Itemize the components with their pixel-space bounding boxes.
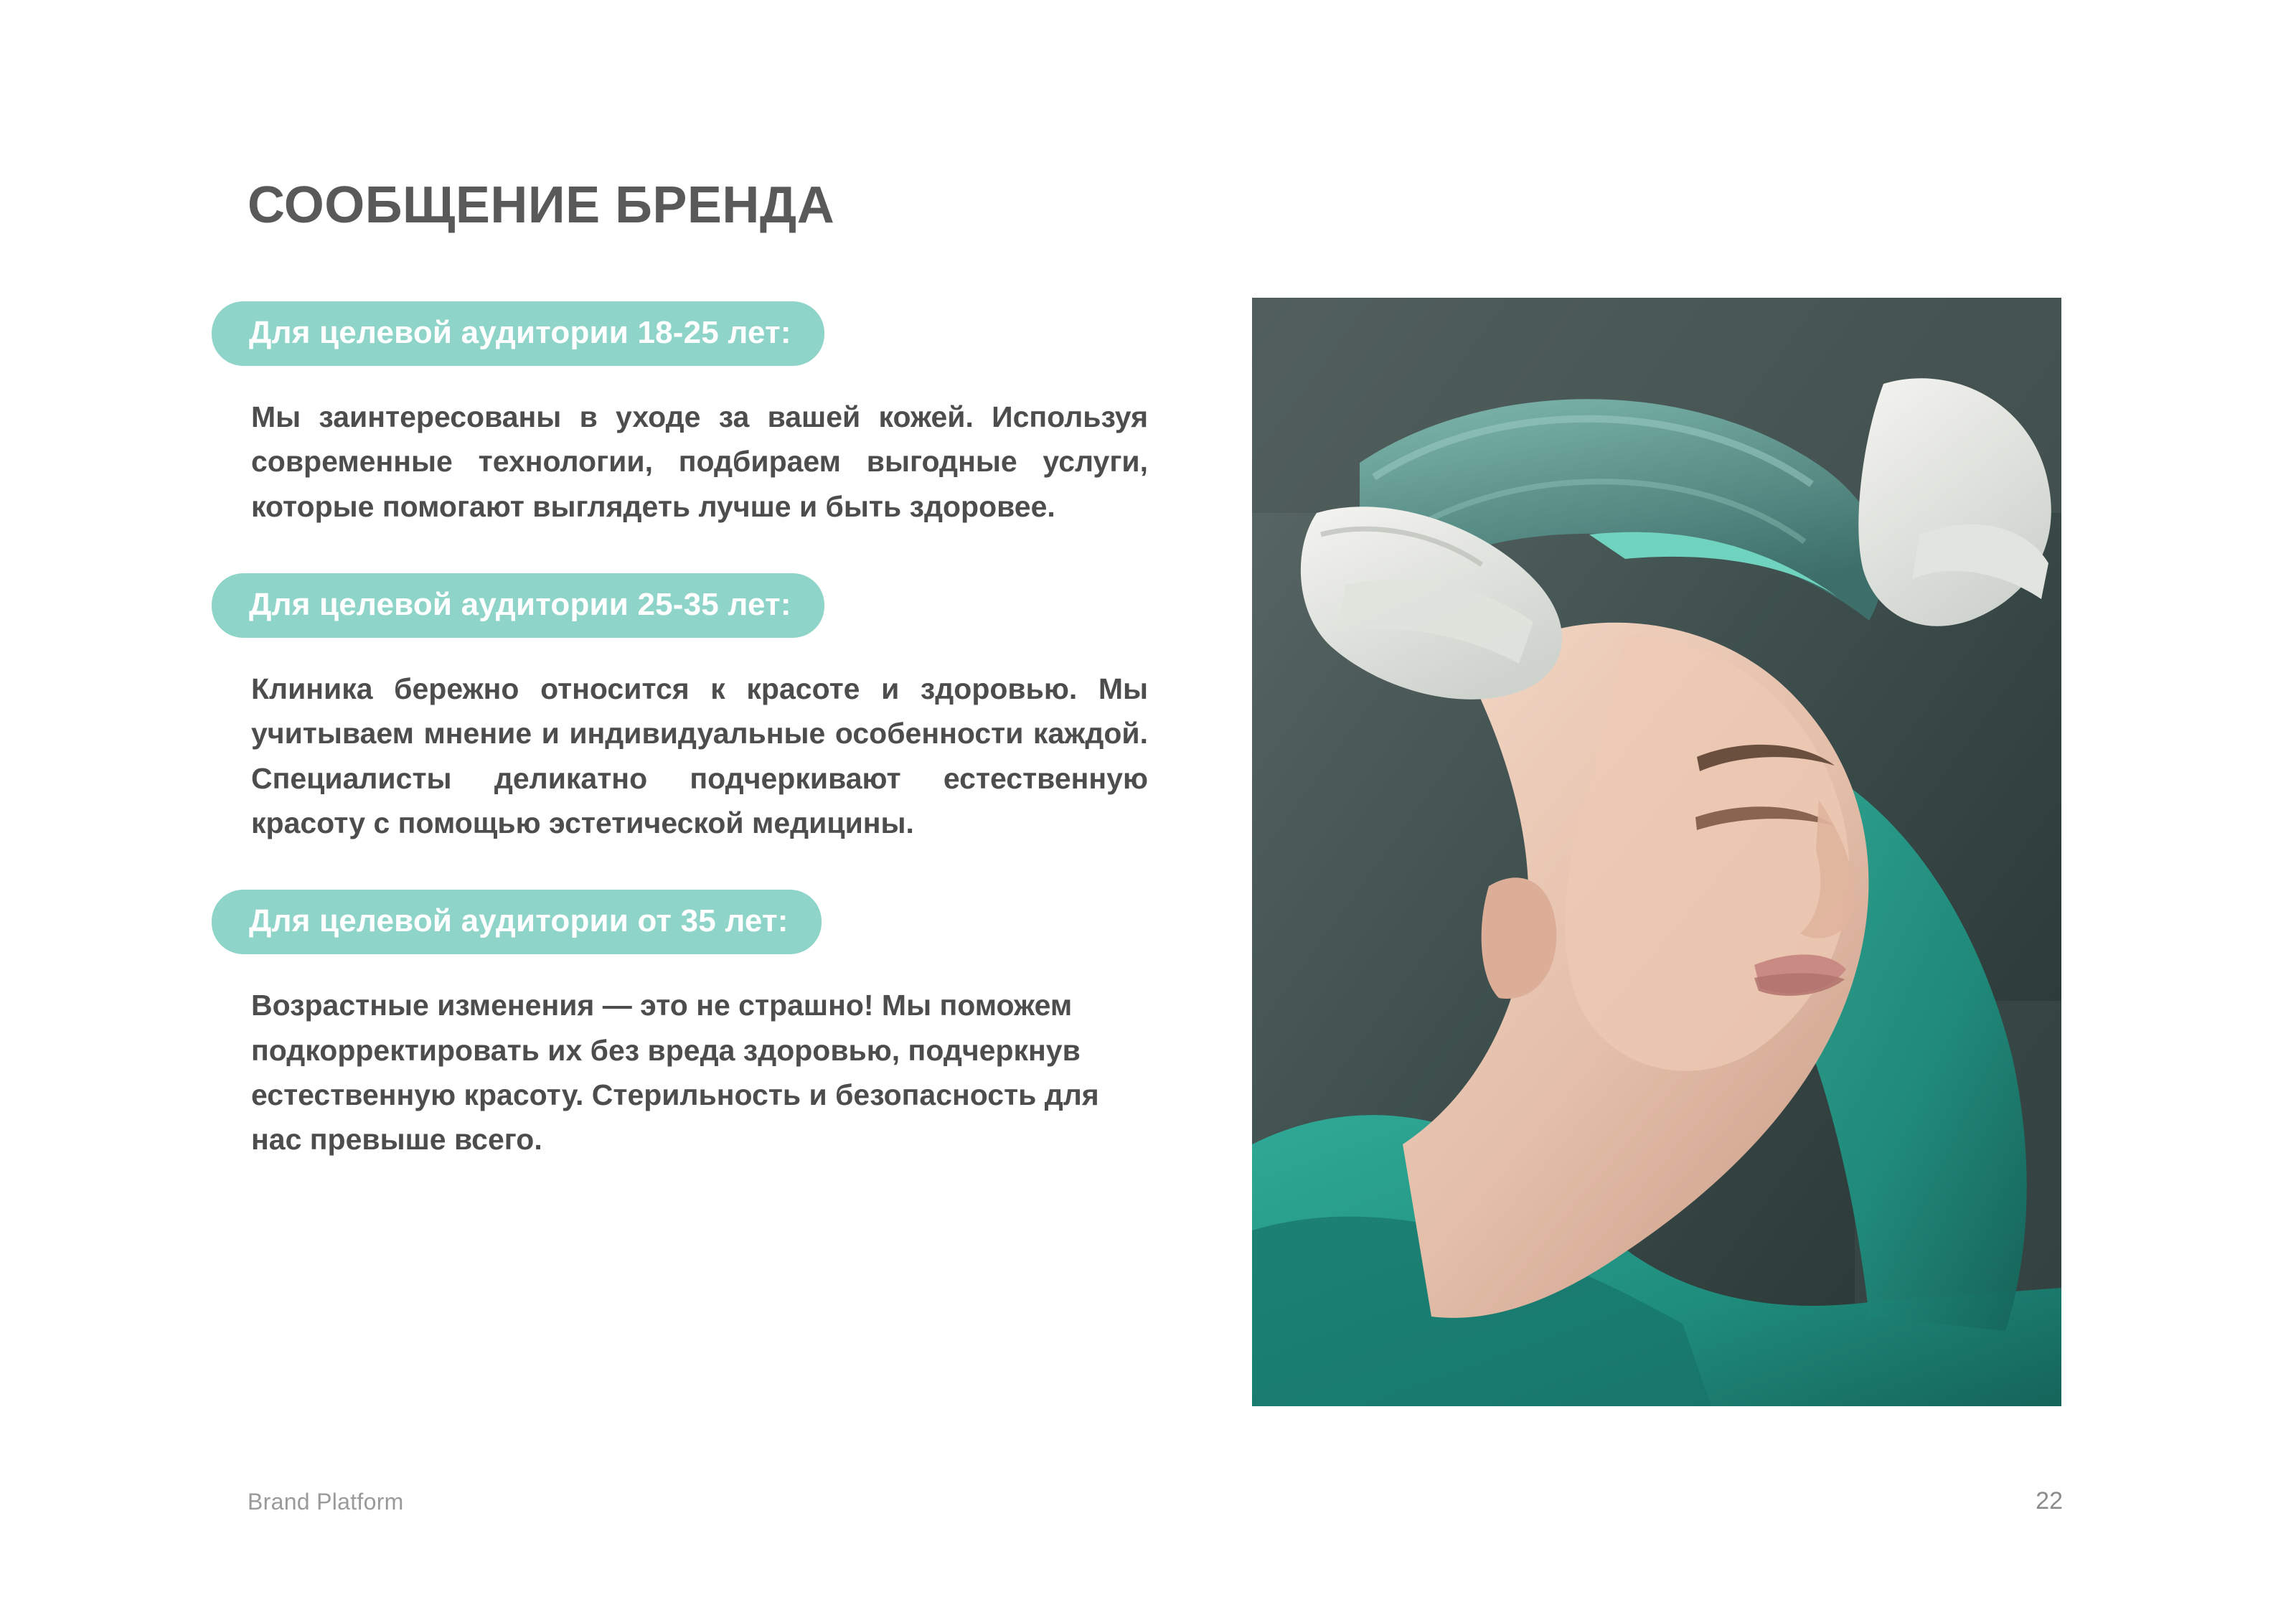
page-number: 22: [2036, 1487, 2063, 1515]
audience-text-35-plus: Возрастные изменения — это не страшно! Мы поможем подкорректировать их без вреда здоровью, подчеркнув естественную красоту. Стерильность и безопасность для нас превыше всего.: [251, 989, 1099, 1157]
message-block: [212, 890, 1159, 1162]
audience-heading-25-35: Для целевой аудитории 25-35 лет:: [212, 573, 824, 638]
message-block: [212, 301, 1159, 529]
audience-heading-35-plus: Для целевой аудитории от 35 лет:: [212, 890, 822, 954]
cosmetology-procedure-photo: [1252, 298, 2061, 1406]
message-blocks: [212, 301, 1159, 1162]
footer-label: Brand Platform: [248, 1489, 404, 1515]
photo-illustration: [1252, 298, 2061, 1406]
audience-text-18-25: Мы заинтересованы в уходе за вашей кожей. Используя современные технологии, подбираем выгодные услуги, которые помогают выглядеть лучше и быть здоровее.: [251, 400, 1148, 523]
audience-heading-18-25: Для целевой аудитории 18-25 лет:: [212, 301, 824, 366]
page-title: СООБЩЕНИЕ БРЕНДА: [248, 176, 835, 234]
audience-text-25-35: Клиника бережно относится к красоте и здоровью. Мы учитываем мнение и индивидуальные особенности каждой. Специалисты деликатно подчеркивают естественную красоту с помощью эстетической медицины.: [251, 672, 1148, 839]
message-block: [212, 573, 1159, 845]
